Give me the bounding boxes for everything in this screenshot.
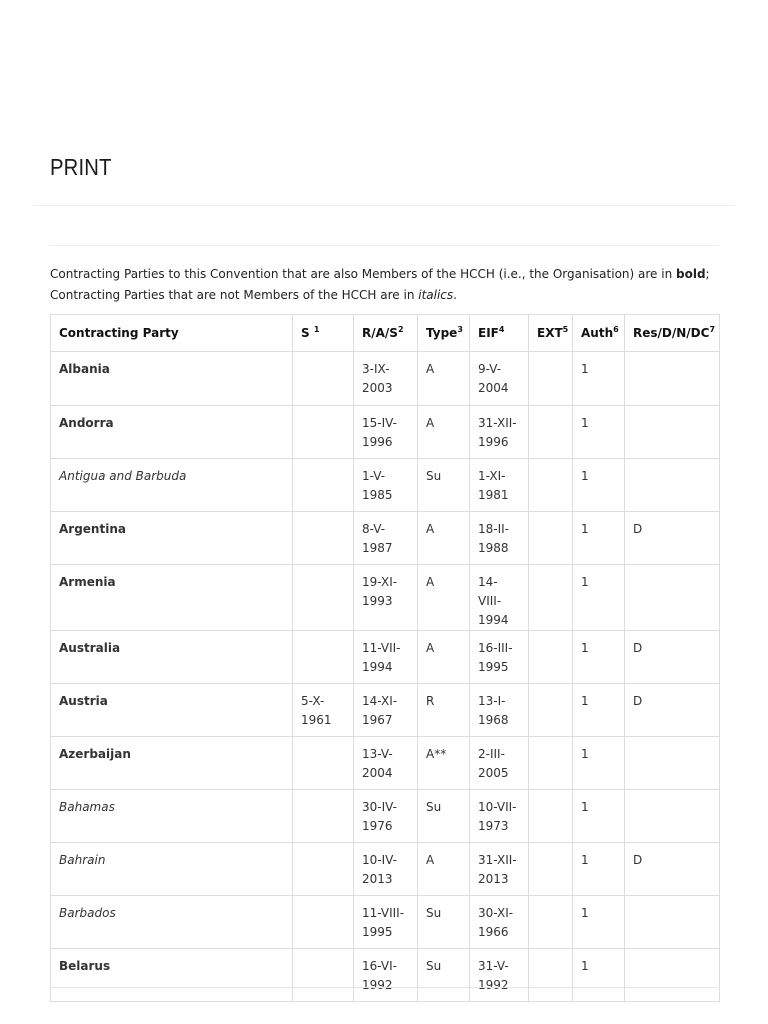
cell-signature [293, 843, 354, 896]
table-row [51, 406, 720, 459]
cell-type: R [418, 684, 470, 737]
cell-ras-date: 13-V-2004 [354, 737, 418, 790]
cell-entry-into-force: 16-III-1995 [470, 631, 529, 684]
cell-contracting-party: Armenia [51, 565, 293, 631]
cell-extensions [529, 512, 573, 565]
cell-signature [293, 949, 354, 1002]
header-ext [529, 315, 573, 352]
intro-text-part1: Contracting Parties to this Convention that are also Members of the HCCH (i.e., the Organisation) are in [50, 267, 676, 281]
cell-authorities: 1 [573, 737, 625, 790]
cell-signature: 5-X-1961 [293, 684, 354, 737]
cell-reservations [625, 565, 720, 631]
cell-ras-date: 16-VI-1992 [354, 949, 418, 1002]
cell-type: Su [418, 459, 470, 512]
cell-ras-date: 30-IV-1976 [354, 790, 418, 843]
cell-ras-date: 11-VIII-1995 [354, 896, 418, 949]
cell-authorities: 1 [573, 843, 625, 896]
cell-extensions [529, 459, 573, 512]
cell-contracting-party: Andorra [51, 406, 293, 459]
cell-type: A [418, 352, 470, 406]
cell-entry-into-force: 10-VII-1973 [470, 790, 529, 843]
intro-text [50, 264, 730, 306]
cell-entry-into-force: 30-XI-1966 [470, 896, 529, 949]
intro-text-part2: ; Contracting Parties that are not Members of the HCCH are in [50, 267, 710, 302]
cell-entry-into-force: 14-VIII-1994 [470, 565, 529, 631]
cell-type: Su [418, 896, 470, 949]
cell-reservations: D [625, 631, 720, 684]
cell-contracting-party: Belarus [51, 949, 293, 1002]
table-row [51, 949, 720, 1002]
cell-entry-into-force: 31-V-1992 [470, 949, 529, 1002]
header-s [293, 315, 354, 352]
cell-contracting-party: Austria [51, 684, 293, 737]
section-divider [50, 245, 718, 246]
cell-ras-date: 14-XI-1967 [354, 684, 418, 737]
cell-authorities: 1 [573, 565, 625, 631]
cell-reservations: D [625, 684, 720, 737]
cell-extensions [529, 352, 573, 406]
cell-extensions [529, 843, 573, 896]
footnote-marker: 7 [709, 324, 716, 334]
table-row [51, 459, 720, 512]
cell-type: Su [418, 949, 470, 1002]
cell-reservations [625, 406, 720, 459]
footnote-marker: 6 [613, 324, 619, 334]
cell-extensions [529, 565, 573, 631]
cell-signature [293, 459, 354, 512]
footnote-marker: 1 [313, 324, 320, 334]
header-label: R/A/S [362, 325, 398, 340]
cell-type: A [418, 631, 470, 684]
cell-authorities: 1 [573, 684, 625, 737]
header-res [625, 315, 720, 352]
header-label: Contracting Party [59, 325, 179, 340]
header-label: Res/D/N/DC [633, 325, 710, 340]
table-row [51, 843, 720, 896]
header-ras [354, 315, 418, 352]
header-label: Type [426, 325, 458, 340]
status-table [50, 314, 720, 1002]
cell-authorities: 1 [573, 352, 625, 406]
header-auth [573, 315, 625, 352]
header-label: Auth [581, 325, 614, 340]
cell-contracting-party: Antigua and Barbuda [51, 459, 293, 512]
cell-authorities: 1 [573, 631, 625, 684]
footer-divider [50, 987, 718, 988]
cell-type: Su [418, 790, 470, 843]
header-contracting-party [51, 315, 293, 352]
cell-extensions [529, 949, 573, 1002]
cell-contracting-party: Australia [51, 631, 293, 684]
cell-entry-into-force: 18-II-1988 [470, 512, 529, 565]
cell-authorities: 1 [573, 512, 625, 565]
cell-extensions [529, 406, 573, 459]
cell-entry-into-force: 2-III-2005 [470, 737, 529, 790]
cell-signature [293, 352, 354, 406]
table-row [51, 896, 720, 949]
cell-type: A [418, 406, 470, 459]
cell-authorities: 1 [573, 949, 625, 1002]
cell-contracting-party: Azerbaijan [51, 737, 293, 790]
cell-contracting-party: Bahamas [51, 790, 293, 843]
cell-contracting-party: Albania [51, 352, 293, 406]
cell-extensions [529, 684, 573, 737]
cell-ras-date: 10-IV-2013 [354, 843, 418, 896]
header-label: EIF [478, 325, 499, 340]
cell-entry-into-force: 1-XI-1981 [470, 459, 529, 512]
cell-reservations [625, 949, 720, 1002]
cell-signature [293, 512, 354, 565]
intro-text-part3: . [453, 288, 457, 302]
cell-reservations [625, 790, 720, 843]
cell-type: A** [418, 737, 470, 790]
cell-reservations [625, 896, 720, 949]
cell-reservations [625, 737, 720, 790]
cell-entry-into-force: 9-V-2004 [470, 352, 529, 406]
table-row [51, 737, 720, 790]
cell-entry-into-force: 31-XII-1996 [470, 406, 529, 459]
table-row [51, 790, 720, 843]
cell-type: A [418, 565, 470, 631]
table-row [51, 684, 720, 737]
header-divider [34, 205, 734, 206]
cell-type: A [418, 512, 470, 565]
cell-contracting-party: Barbados [51, 896, 293, 949]
footnote-marker: 3 [457, 324, 463, 334]
cell-signature [293, 565, 354, 631]
cell-ras-date: 15-IV-1996 [354, 406, 418, 459]
cell-authorities: 1 [573, 896, 625, 949]
cell-signature [293, 631, 354, 684]
cell-ras-date: 3-IX-2003 [354, 352, 418, 406]
cell-ras-date: 19-XI-1993 [354, 565, 418, 631]
cell-authorities: 1 [573, 459, 625, 512]
cell-extensions [529, 790, 573, 843]
header-label: S [301, 325, 314, 340]
footnote-marker: 2 [397, 324, 404, 334]
intro-bold-word: bold [676, 267, 706, 281]
cell-reservations [625, 352, 720, 406]
cell-authorities: 1 [573, 790, 625, 843]
footnote-marker: 5 [562, 324, 569, 334]
cell-ras-date: 1-V-1985 [354, 459, 418, 512]
cell-contracting-party: Argentina [51, 512, 293, 565]
header-type [418, 315, 470, 352]
cell-extensions [529, 631, 573, 684]
cell-entry-into-force: 13-I-1968 [470, 684, 529, 737]
cell-extensions [529, 737, 573, 790]
cell-extensions [529, 896, 573, 949]
cell-contracting-party: Bahrain [51, 843, 293, 896]
cell-signature [293, 737, 354, 790]
intro-italic-word: italics [418, 288, 454, 302]
cell-entry-into-force: 31-XII-2013 [470, 843, 529, 896]
cell-signature [293, 790, 354, 843]
cell-reservations: D [625, 512, 720, 565]
cell-ras-date: 8-V-1987 [354, 512, 418, 565]
table-body [51, 352, 720, 1002]
cell-reservations: D [625, 843, 720, 896]
cell-signature [293, 896, 354, 949]
cell-signature [293, 406, 354, 459]
footnote-marker: 4 [498, 324, 505, 334]
table-row [51, 565, 720, 631]
cell-ras-date: 11-VII-1994 [354, 631, 418, 684]
cell-reservations [625, 459, 720, 512]
table-row [51, 631, 720, 684]
table-row [51, 352, 720, 406]
header-label: EXT [537, 325, 563, 340]
table-row [51, 512, 720, 565]
table-header-row [51, 315, 720, 352]
header-eif [470, 315, 529, 352]
page-title: PRINT [50, 154, 112, 180]
cell-type: A [418, 843, 470, 896]
cell-authorities: 1 [573, 406, 625, 459]
